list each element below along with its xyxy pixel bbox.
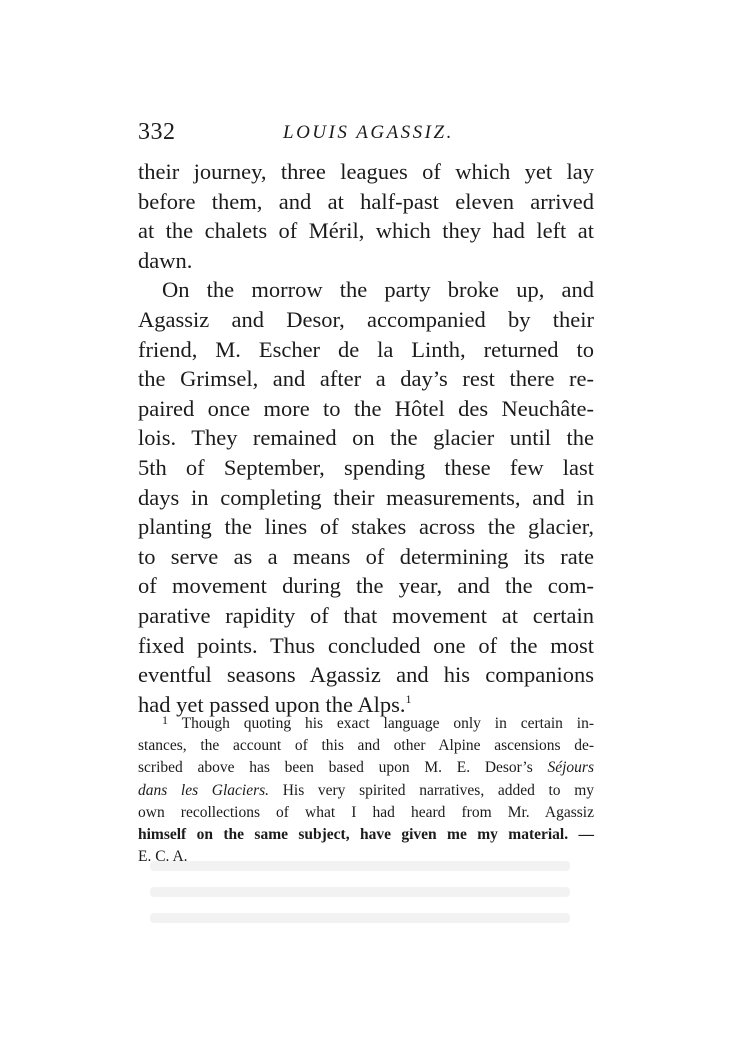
text-line: eventful seasons Agassiz and his companions (138, 662, 594, 688)
text-line: dawn. (138, 247, 193, 273)
footnote-line: stances, the account of this and other Alpine ascensions de- (138, 737, 594, 755)
text-line: friend, M. Escher de la Linth, returned to (138, 336, 594, 362)
page-number: 332 (138, 119, 176, 145)
page-header (138, 119, 594, 153)
text-line: to serve as a means of determining its rate (138, 543, 594, 569)
text-line: lois. They remained on the glacier until the (138, 425, 594, 451)
main-text (138, 157, 594, 719)
text-line: of movement during the year, and the com- (138, 573, 594, 599)
footnote-text: His very spirited narratives, added to my (282, 781, 594, 799)
footnote-number: 1 (162, 713, 168, 727)
footnote-marker: 1 (405, 691, 412, 706)
footnote-text: Though quoting his exact language only in certain in- (181, 715, 594, 732)
footnote-line (138, 780, 594, 802)
footnote-line: own recollections of what I had heard from Mr. Agassiz (138, 803, 594, 821)
bleed-through-texture (130, 845, 610, 955)
footnote-text: scribed above has been based upon M. E. Desor’s (138, 759, 533, 777)
text-line: paired once more to the Hôtel des Neuchâte- (138, 395, 594, 421)
text-line: Agassiz and Desor, accompanied by their (138, 306, 594, 332)
text-line: their journey, three leagues of which yet lay (138, 159, 594, 184)
footnote-title-italic: dans les Glaciers. (138, 781, 270, 799)
text-line: planting the lines of stakes across the glacier, (138, 514, 594, 540)
text-line: fixed points. Thus concluded one of the most (138, 632, 594, 658)
footnote-signature: E. C. A. (138, 848, 188, 866)
footnote-title-italic: Séjours (547, 759, 594, 777)
text-line: the Grimsel, and after a day’s rest there re- (138, 366, 594, 392)
text-line-content: had yet passed upon the Alps. (138, 691, 406, 717)
text-line: parative rapidity of that movement at certain (138, 602, 594, 628)
text-line: before them, and at half-past eleven arrived (138, 188, 594, 214)
text-line: days in completing their measurements, and in (138, 484, 594, 510)
footnote-line (138, 757, 594, 779)
text-line: at the chalets of Méril, which they had left at (138, 218, 594, 244)
running-head: LOUIS AGASSIZ. (283, 122, 454, 143)
text-line: 5th of September, spending these few last (138, 454, 594, 480)
text-line: On the morrow the party broke up, and (162, 277, 594, 303)
footnote-line (138, 713, 594, 735)
footnote-line: himself on the same subject, have given me my material. — (138, 825, 594, 843)
